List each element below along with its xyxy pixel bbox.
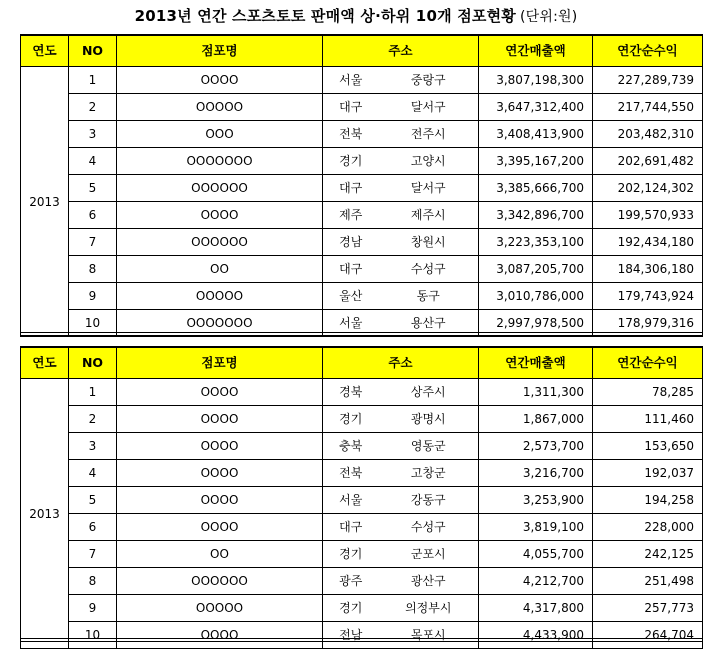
header-net: 연간순수익 [593, 35, 703, 67]
table-row [21, 622, 703, 649]
annual-net-profit: 179,743,924 [593, 283, 703, 310]
row-number: 8 [69, 568, 117, 595]
row-number: 5 [69, 487, 117, 514]
annual-sales: 4,433,900 [479, 622, 593, 649]
store-name: OOOO [117, 460, 323, 487]
address-district: 군포시 [379, 541, 479, 568]
address-city: 서울 [323, 487, 379, 514]
row-number: 1 [69, 67, 117, 94]
store-name: OOOOO [117, 94, 323, 121]
address-city: 경기 [323, 595, 379, 622]
annual-sales: 3,253,900 [479, 487, 593, 514]
address-city: 경남 [323, 229, 379, 256]
table-row [21, 202, 703, 229]
annual-sales: 3,408,413,900 [479, 121, 593, 148]
annual-sales: 3,807,198,300 [479, 67, 593, 94]
table-row [21, 595, 703, 622]
row-number: 3 [69, 121, 117, 148]
year-cell: 2013 [21, 379, 69, 649]
annual-net-profit: 202,124,302 [593, 175, 703, 202]
annual-net-profit: 228,000 [593, 514, 703, 541]
table-row [21, 433, 703, 460]
table-row [21, 406, 703, 433]
table-row [21, 568, 703, 595]
annual-net-profit: 184,306,180 [593, 256, 703, 283]
store-name: OO [117, 256, 323, 283]
top10-table [20, 34, 703, 337]
store-name: OOOO [117, 202, 323, 229]
store-name: OOO [117, 121, 323, 148]
annual-net-profit: 111,460 [593, 406, 703, 433]
store-name: OOOOOO [117, 568, 323, 595]
address-city: 경기 [323, 148, 379, 175]
table-row [21, 121, 703, 148]
store-name: OOOOOO [117, 175, 323, 202]
annual-sales: 3,216,700 [479, 460, 593, 487]
address-city: 울산 [323, 283, 379, 310]
row-number: 9 [69, 595, 117, 622]
annual-sales: 4,317,800 [479, 595, 593, 622]
header-sales: 연간매출액 [479, 347, 593, 379]
header-no: NO [69, 35, 117, 67]
address-city: 대구 [323, 256, 379, 283]
address-city: 서울 [323, 67, 379, 94]
table-row [21, 283, 703, 310]
table-row [21, 379, 703, 406]
store-name: OOOOO [117, 595, 323, 622]
row-number: 7 [69, 229, 117, 256]
annual-net-profit: 227,289,739 [593, 67, 703, 94]
annual-sales: 4,055,700 [479, 541, 593, 568]
address-city: 충북 [323, 433, 379, 460]
table-row [21, 487, 703, 514]
header-address: 주소 [323, 347, 479, 379]
annual-sales: 2,573,700 [479, 433, 593, 460]
annual-net-profit: 203,482,310 [593, 121, 703, 148]
store-name: OOOO [117, 433, 323, 460]
annual-net-profit: 153,650 [593, 433, 703, 460]
header-sales: 연간매출액 [479, 35, 593, 67]
table-row [21, 229, 703, 256]
address-district: 수성구 [379, 514, 479, 541]
title-text: 2013년 연간 스포츠토토 판매액 상·하위 10개 점포현황 [134, 7, 516, 25]
address-district: 고양시 [379, 148, 479, 175]
annual-sales: 3,819,100 [479, 514, 593, 541]
address-district: 수성구 [379, 256, 479, 283]
annual-net-profit: 78,285 [593, 379, 703, 406]
header-name: 점포명 [117, 35, 323, 67]
store-name: OOOO [117, 622, 323, 649]
address-district: 상주시 [379, 379, 479, 406]
unit-label: (단위:원) [519, 9, 578, 25]
annual-net-profit: 178,979,316 [593, 310, 703, 337]
address-city: 제주 [323, 202, 379, 229]
address-city: 광주 [323, 568, 379, 595]
row-number: 8 [69, 256, 117, 283]
address-city: 대구 [323, 514, 379, 541]
store-name: OOOO [117, 514, 323, 541]
annual-net-profit: 192,037 [593, 460, 703, 487]
address-district: 전주시 [379, 121, 479, 148]
annual-net-profit: 257,773 [593, 595, 703, 622]
row-number: 7 [69, 541, 117, 568]
annual-net-profit: 217,744,550 [593, 94, 703, 121]
table-row [21, 175, 703, 202]
address-city: 전북 [323, 121, 379, 148]
annual-sales: 1,311,300 [479, 379, 593, 406]
table-row [21, 460, 703, 487]
row-number: 5 [69, 175, 117, 202]
table-row [21, 256, 703, 283]
annual-sales: 3,010,786,000 [479, 283, 593, 310]
address-city: 전북 [323, 460, 379, 487]
address-district: 고창군 [379, 460, 479, 487]
header-year: 연도 [21, 35, 69, 67]
annual-sales: 3,087,205,700 [479, 256, 593, 283]
annual-sales: 3,385,666,700 [479, 175, 593, 202]
annual-sales: 4,212,700 [479, 568, 593, 595]
table-row [21, 514, 703, 541]
row-number: 6 [69, 202, 117, 229]
annual-net-profit: 194,258 [593, 487, 703, 514]
store-name: OOOOOOO [117, 310, 323, 337]
address-city: 전남 [323, 622, 379, 649]
address-city: 경기 [323, 406, 379, 433]
header-address: 주소 [323, 35, 479, 67]
bottom10-table [20, 346, 703, 649]
row-number: 10 [69, 310, 117, 337]
row-number: 2 [69, 94, 117, 121]
store-name: OOOO [117, 67, 323, 94]
annual-sales: 3,647,312,400 [479, 94, 593, 121]
address-city: 대구 [323, 94, 379, 121]
table-row [21, 67, 703, 94]
annual-net-profit: 192,434,180 [593, 229, 703, 256]
address-district: 강동구 [379, 487, 479, 514]
address-city: 대구 [323, 175, 379, 202]
row-number: 10 [69, 622, 117, 649]
header-no: NO [69, 347, 117, 379]
page-title [0, 5, 712, 26]
address-city: 서울 [323, 310, 379, 337]
row-number: 3 [69, 433, 117, 460]
row-number: 9 [69, 283, 117, 310]
header-row [21, 35, 703, 67]
table-double-border [20, 332, 702, 336]
store-name: OO [117, 541, 323, 568]
header-name: 점포명 [117, 347, 323, 379]
address-district: 창원시 [379, 229, 479, 256]
table-row [21, 148, 703, 175]
row-number: 2 [69, 406, 117, 433]
address-district: 달서구 [379, 175, 479, 202]
address-district: 목포시 [379, 622, 479, 649]
address-district: 달서구 [379, 94, 479, 121]
address-district: 용산구 [379, 310, 479, 337]
row-number: 4 [69, 148, 117, 175]
row-number: 1 [69, 379, 117, 406]
header-row [21, 347, 703, 379]
store-name: OOOOOO [117, 229, 323, 256]
row-number: 6 [69, 514, 117, 541]
annual-net-profit: 251,498 [593, 568, 703, 595]
table-double-border [20, 638, 702, 642]
address-district: 영동군 [379, 433, 479, 460]
annual-sales: 2,997,978,500 [479, 310, 593, 337]
annual-net-profit: 199,570,933 [593, 202, 703, 229]
address-district: 광명시 [379, 406, 479, 433]
store-name: OOOOOOO [117, 148, 323, 175]
annual-net-profit: 264,704 [593, 622, 703, 649]
header-year: 연도 [21, 347, 69, 379]
annual-sales: 3,395,167,200 [479, 148, 593, 175]
address-district: 제주시 [379, 202, 479, 229]
table-row [21, 94, 703, 121]
annual-net-profit: 242,125 [593, 541, 703, 568]
header-net: 연간순수익 [593, 347, 703, 379]
annual-net-profit: 202,691,482 [593, 148, 703, 175]
store-name: OOOOO [117, 283, 323, 310]
store-name: OOOO [117, 487, 323, 514]
address-city: 경기 [323, 541, 379, 568]
store-name: OOOO [117, 406, 323, 433]
address-city: 경북 [323, 379, 379, 406]
row-number: 4 [69, 460, 117, 487]
address-district: 의정부시 [379, 595, 479, 622]
year-cell: 2013 [21, 67, 69, 337]
table-row [21, 541, 703, 568]
annual-sales: 3,223,353,100 [479, 229, 593, 256]
annual-sales: 3,342,896,700 [479, 202, 593, 229]
address-district: 광산구 [379, 568, 479, 595]
store-name: OOOO [117, 379, 323, 406]
annual-sales: 1,867,000 [479, 406, 593, 433]
address-district: 동구 [379, 283, 479, 310]
address-district: 중랑구 [379, 67, 479, 94]
